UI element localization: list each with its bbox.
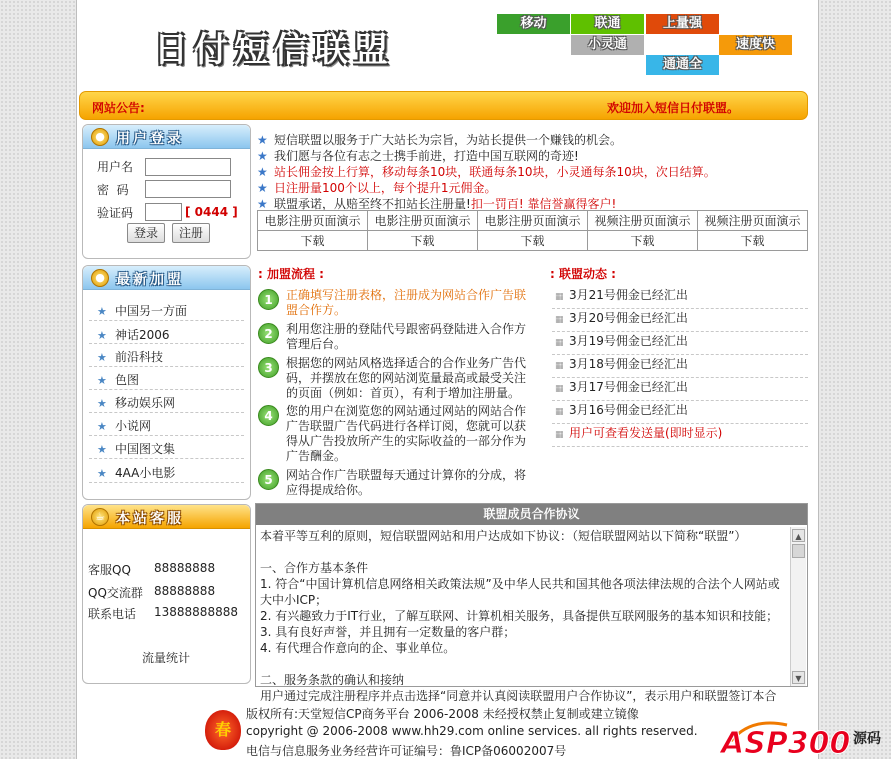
list-divider bbox=[89, 389, 244, 390]
intro-line-text: 站长佣金按上行算，移动每条10块，联通每条10块，小灵通每条10块，次日结算。 bbox=[274, 165, 716, 179]
list-divider bbox=[89, 412, 244, 413]
list-divider bbox=[89, 435, 244, 436]
operator-badge-label: 速度快 bbox=[735, 37, 775, 52]
list-bullet-icon: ▦ bbox=[555, 338, 564, 348]
login-box-title: 用户登录 bbox=[116, 131, 184, 147]
list-item-label: 小说网 bbox=[115, 419, 152, 433]
service-phone-label: 联系电话 bbox=[88, 607, 137, 621]
operator-badge-unicom bbox=[571, 14, 644, 34]
flow-step-text: 利用您注册的登陆代号跟密码登陆进入合作方管理后台。 bbox=[286, 322, 527, 351]
footer-copyright-en: copyright @ 2006-2008 www.hh29.com online services. all rights reserved. bbox=[246, 724, 698, 738]
flow-step bbox=[258, 404, 533, 466]
list-item[interactable] bbox=[552, 401, 808, 424]
table-header-cell[interactable]: 视频注册页面演示 bbox=[588, 211, 698, 231]
dynamics-item-label: 3月18号佣金已经汇出 bbox=[569, 357, 688, 371]
star-icon: ★ bbox=[97, 329, 107, 342]
table-header-cell[interactable]: 电影注册页面演示 bbox=[478, 211, 588, 231]
download-link[interactable]: 下载 bbox=[478, 231, 588, 251]
operator-badge-label: 联通 bbox=[594, 16, 621, 31]
footer-icp: 电信与信息服务业务经营许可证编号：鲁ICP备06002007号 bbox=[246, 744, 567, 758]
operator-badge-label: 通通全 bbox=[662, 57, 702, 72]
flow-step bbox=[258, 356, 533, 402]
intro-line bbox=[257, 179, 497, 196]
lock-icon: ● bbox=[91, 128, 109, 146]
list-divider bbox=[89, 366, 244, 367]
dynamics-item-label: 3月17号佣金已经汇出 bbox=[569, 380, 688, 394]
agreement-line: 4. 有代理合作意向的企、事业单位。 bbox=[260, 641, 456, 655]
username-input[interactable] bbox=[145, 158, 231, 176]
join-flow-title: : 加盟流程 : bbox=[258, 267, 324, 281]
operator-badge-volume bbox=[646, 14, 719, 34]
table-row bbox=[258, 231, 808, 251]
step-number-icon: 1 bbox=[258, 289, 279, 310]
list-item-label: 神话2006 bbox=[115, 328, 170, 342]
page-container bbox=[76, 0, 819, 759]
star-icon: ★ bbox=[257, 165, 268, 179]
captcha-input[interactable] bbox=[145, 203, 182, 221]
star-icon: ★ bbox=[97, 397, 107, 410]
notice-bar bbox=[79, 91, 808, 120]
download-link[interactable]: 下载 bbox=[588, 231, 698, 251]
service-phone-value: 13888888888 bbox=[154, 605, 238, 619]
intro-line bbox=[257, 147, 579, 164]
download-link[interactable]: 下载 bbox=[258, 231, 368, 251]
customer-service-box bbox=[82, 504, 251, 684]
flow-step-text: 网站合作广告联盟每天通过计算你的分成，将应得提成给你。 bbox=[286, 468, 527, 497]
service-group-value: 88888888 bbox=[154, 584, 216, 598]
list-item-label: 中国另一方面 bbox=[115, 304, 188, 318]
list-bullet-icon: ▦ bbox=[555, 430, 564, 440]
agreement-line: 用户通过完成注册程序并点击选择“同意并认真阅读联盟用户合作协议”，表示用户和联盟签订本合 bbox=[260, 689, 777, 703]
step-number-icon: 4 bbox=[258, 405, 279, 426]
traffic-stats-link[interactable]: 流量统计 bbox=[142, 651, 191, 665]
flow-step-text: 正确填写注册表格，注册成为网站合作广告联盟合作方。 bbox=[286, 288, 527, 317]
join-flow-section bbox=[256, 260, 546, 500]
login-button[interactable]: 登录 bbox=[127, 223, 165, 243]
newest-members-header bbox=[83, 266, 250, 290]
list-bullet-icon: ▦ bbox=[555, 361, 564, 371]
customer-service-title: 本站客服 bbox=[116, 511, 184, 527]
send-volume-link-label: 用户可查看发送量(即时显示) bbox=[569, 426, 723, 440]
dynamics-item-label: 3月21号佣金已经汇出 bbox=[569, 288, 688, 302]
star-icon: ★ bbox=[257, 133, 268, 147]
notice-label: 网站公告: bbox=[92, 101, 145, 115]
list-bullet-icon: ▦ bbox=[555, 384, 564, 394]
site-logo-title: 日付短信联盟 bbox=[154, 30, 394, 70]
list-bullet-icon: ▦ bbox=[555, 292, 564, 302]
scroll-down-icon[interactable]: ▼ bbox=[792, 671, 805, 684]
agreement-line: 1. 符合“中国计算机信息网络相关政策法规”及中华人民共和国其他各项法律法规的合法个人网站或大中小ICP； bbox=[260, 577, 780, 607]
list-item-label: 中国图文集 bbox=[115, 442, 176, 456]
flow-step-text: 您的用户在浏览您的网站通过网站的网站合作广告联盟广告代码进行各样订阅，您就可以获得从广告投放所产生的实际收益的一部分作为广告酬金。 bbox=[286, 404, 527, 463]
service-group-label: QQ交流群 bbox=[88, 586, 143, 600]
login-box-header bbox=[83, 125, 250, 149]
agreement-line bbox=[260, 656, 788, 672]
star-icon: ★ bbox=[257, 149, 268, 163]
table-header-cell[interactable]: 视频注册页面演示 bbox=[698, 211, 808, 231]
list-bullet-icon: ▦ bbox=[555, 407, 564, 417]
username-label: 用户名 bbox=[97, 160, 134, 174]
agreement-box bbox=[255, 503, 808, 703]
operator-badge-fast bbox=[719, 35, 792, 55]
agreement-line: 3. 具有良好声誉，并且拥有一定数量的客户群； bbox=[260, 625, 516, 639]
download-link[interactable]: 下载 bbox=[368, 231, 478, 251]
newest-members-title: 最新加盟 bbox=[116, 272, 184, 288]
captcha-label: 验证码 bbox=[97, 206, 134, 220]
register-button[interactable]: 注册 bbox=[172, 223, 210, 243]
list-divider bbox=[89, 343, 244, 344]
star-icon: ★ bbox=[97, 305, 107, 318]
star-icon: ★ bbox=[97, 420, 107, 433]
password-label: 密 码 bbox=[97, 183, 129, 197]
list-item[interactable] bbox=[552, 309, 808, 332]
notice-text: 欢迎加入短信日付联盟。 bbox=[606, 101, 739, 115]
agreement-line: 本着平等互利的原则，短信联盟网站和用户达成如下协议：（短信联盟网站以下简称“联盟”） bbox=[260, 529, 747, 543]
operator-badge-label: 上量强 bbox=[662, 16, 702, 31]
list-item-label: 4AA小电影 bbox=[115, 466, 176, 480]
dynamics-item-label: 3月16号佣金已经汇出 bbox=[569, 403, 688, 417]
list-divider bbox=[89, 458, 244, 459]
newest-members-box bbox=[82, 265, 251, 500]
operator-badge-all bbox=[646, 55, 719, 75]
star-icon: ★ bbox=[97, 467, 107, 480]
download-table bbox=[257, 210, 808, 251]
intro-line-text: 我们愿与各位有志之士携手前进，打造中国互联网的奇迹! bbox=[274, 149, 579, 163]
list-divider bbox=[89, 482, 244, 483]
step-number-icon: 5 bbox=[258, 469, 279, 490]
operator-badge-label: 小灵通 bbox=[587, 37, 627, 52]
watermark-suffix: 源码 bbox=[853, 731, 881, 747]
list-item[interactable] bbox=[552, 378, 808, 401]
list-item[interactable] bbox=[97, 394, 175, 414]
login-box bbox=[82, 124, 251, 259]
dynamics-item-label: 3月20号佣金已经汇出 bbox=[569, 311, 688, 325]
agreement-title: 联盟成员合作协议 bbox=[256, 504, 807, 525]
promise-text: 联盟承诺，从赔至终不扣站长注册量! bbox=[274, 197, 471, 211]
list-item[interactable] bbox=[552, 332, 808, 355]
agreement-line: 2. 有兴趣致力于IT行业，了解互联网、计算机相关服务，具备提供互联网服务的基本知识和技能； bbox=[260, 609, 779, 623]
dynamics-item-label: 3月19号佣金已经汇出 bbox=[569, 334, 688, 348]
star-icon: ★ bbox=[97, 351, 107, 364]
star-icon: ★ bbox=[97, 443, 107, 456]
step-number-icon: 2 bbox=[258, 323, 279, 344]
star-icon: ★ bbox=[97, 374, 107, 387]
seal-logo-icon: 春 bbox=[205, 710, 241, 750]
service-qq-value: 88888888 bbox=[154, 561, 216, 575]
agreement-line: 二、服务条款的确认和接纳 bbox=[260, 673, 405, 687]
intro-line-text: 日注册量100个以上，每个提升1元佣金。 bbox=[274, 181, 497, 195]
list-item[interactable] bbox=[97, 302, 187, 322]
flow-step bbox=[258, 322, 533, 354]
operator-badge-mobile bbox=[497, 14, 570, 34]
flow-step-text: 根据您的网站风格选择适合的合作业务广告代码，并摆放在您的网站浏览量最高或最受关注的页面（例如：首页），有利于增加注册量。 bbox=[286, 356, 527, 400]
table-header-cell[interactable]: 电影注册页面演示 bbox=[368, 211, 478, 231]
agreement-textarea[interactable] bbox=[260, 528, 788, 703]
list-divider bbox=[89, 320, 244, 321]
table-row bbox=[258, 211, 808, 231]
list-item-label: 移动娱乐网 bbox=[115, 396, 176, 410]
download-link[interactable]: 下载 bbox=[698, 231, 808, 251]
agreement-line: 一、合作方基本条件 bbox=[260, 561, 369, 575]
intro-line-text: 短信联盟以服务于广大站长为宗旨，为站长提供一个赚钱的机会。 bbox=[274, 133, 623, 147]
send-volume-link[interactable] bbox=[552, 424, 808, 447]
list-item-label: 色图 bbox=[115, 373, 140, 387]
step-number-icon: 3 bbox=[258, 357, 279, 378]
list-item[interactable] bbox=[97, 348, 163, 368]
promise-red-text: 扣一罚百! 靠信誉赢得客户! bbox=[470, 197, 617, 211]
list-item[interactable] bbox=[552, 355, 808, 378]
lock-icon: ● bbox=[91, 269, 109, 287]
operator-badge-phs bbox=[571, 35, 644, 55]
password-input[interactable] bbox=[145, 180, 231, 198]
operator-badge-label: 移动 bbox=[520, 16, 547, 31]
cup-icon: ☕ bbox=[91, 508, 109, 526]
list-item[interactable] bbox=[97, 464, 175, 484]
watermark-logo bbox=[717, 713, 891, 759]
customer-service-header bbox=[83, 505, 250, 529]
list-bullet-icon: ▦ bbox=[555, 315, 564, 325]
flow-step bbox=[258, 288, 533, 320]
intro-line bbox=[257, 131, 622, 148]
list-item[interactable] bbox=[552, 286, 808, 309]
service-qq-label: 客服QQ bbox=[88, 563, 131, 577]
list-item[interactable] bbox=[97, 371, 139, 391]
agreement-scrollbar[interactable] bbox=[790, 527, 806, 686]
flow-step bbox=[258, 468, 533, 500]
watermark-brand: ASP300 bbox=[721, 726, 851, 759]
table-header-cell[interactable]: 电影注册页面演示 bbox=[258, 211, 368, 231]
footer-copyright: 版权所有:天堂短信CP商务平台 2006-2008 未经授权禁止复制或建立镜像 bbox=[246, 707, 639, 721]
list-item[interactable] bbox=[97, 417, 151, 437]
agreement-line bbox=[260, 544, 788, 560]
star-icon: ★ bbox=[257, 197, 268, 211]
list-item[interactable] bbox=[97, 440, 175, 460]
list-item-label: 前沿科技 bbox=[115, 350, 164, 364]
captcha-code: [ 0444 ] bbox=[185, 205, 238, 219]
dynamics-title: : 联盟动态 : bbox=[550, 267, 616, 281]
scroll-up-icon[interactable]: ▲ bbox=[792, 529, 805, 542]
scroll-thumb[interactable] bbox=[792, 544, 805, 558]
star-icon: ★ bbox=[257, 181, 268, 195]
intro-line bbox=[257, 163, 716, 180]
